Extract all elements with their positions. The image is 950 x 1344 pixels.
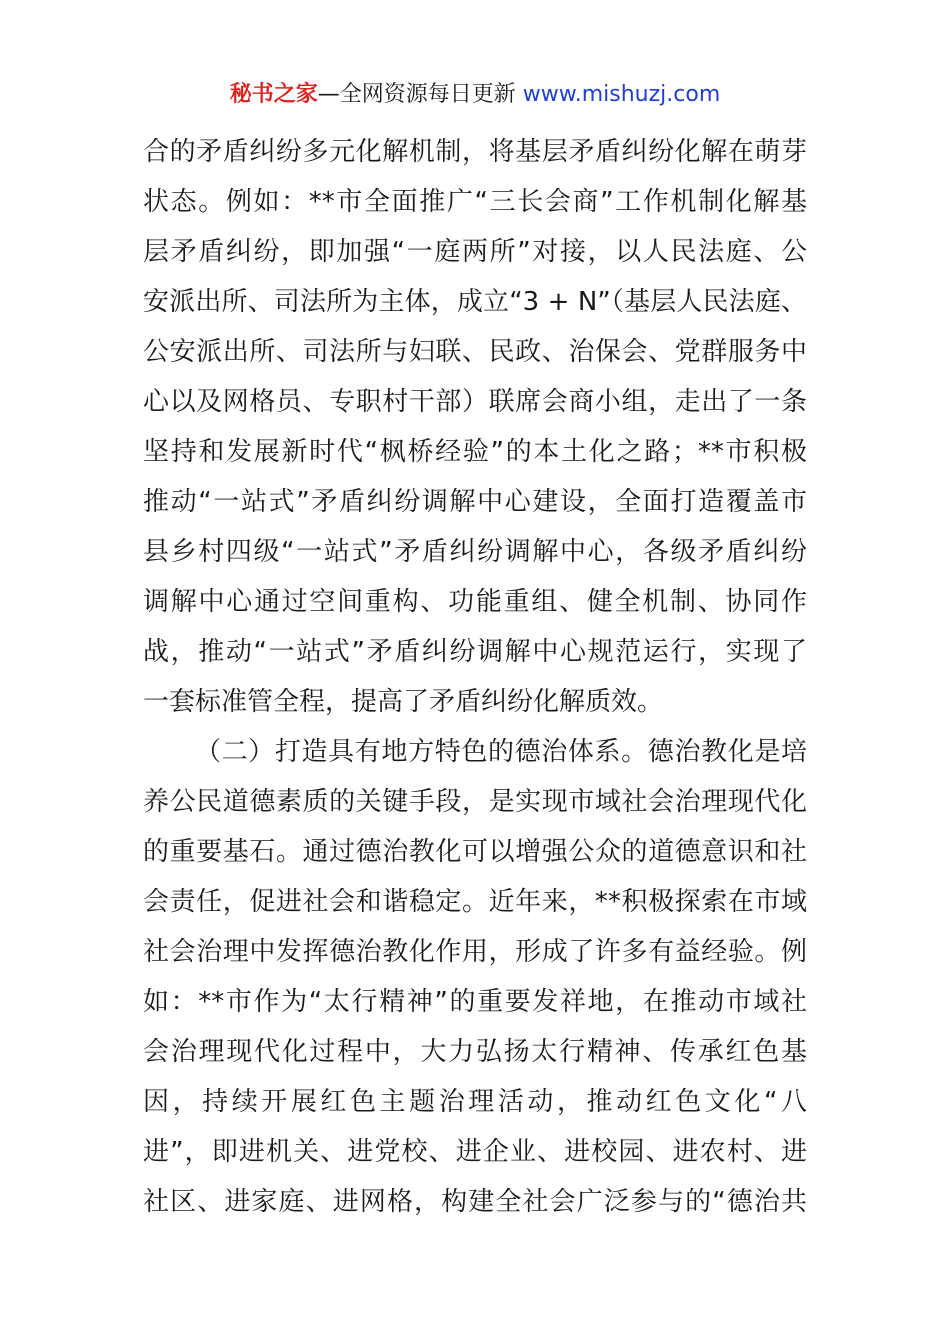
text-line: 会治理现代化过程中，大力弘扬太行精神、传承红色基 [143, 1037, 807, 1067]
text-line: 的重要基石。通过德治教化可以增强公众的道德意识和社 [143, 837, 807, 867]
site-url[interactable]: www.mishuzj.com [522, 82, 721, 107]
text-line: 会责任，促进社会和谐稳定。近年来，**积极探索在市域 [143, 887, 807, 917]
document-body [143, 127, 807, 1227]
text-line: 社区、进家庭、进网格，构建全社会广泛参与的“德治共 [143, 1187, 807, 1217]
page-header [0, 80, 950, 110]
text-line: 层矛盾纠纷，即加强“一庭两所”对接，以人民法庭、公 [143, 237, 807, 267]
text-line: 安派出所、司法所为主体，成立“3 + N”（基层人民法庭、 [143, 287, 807, 317]
site-brand: 秘书之家 [229, 82, 318, 107]
text-line: 坚持和发展新时代“枫桥经验”的本土化之路；**市积极 [143, 437, 807, 467]
text-line: 养公民道德素质的关键手段，是实现市域社会治理现代化 [143, 787, 807, 817]
text-line: 公安派出所、司法所与妇联、民政、治保会、党群服务中 [143, 337, 807, 367]
text-line: 县乡村四级“一站式”矛盾纠纷调解中心，各级矛盾纠纷 [143, 537, 807, 567]
text-line: 社会治理中发挥德治教化作用，形成了许多有益经验。例 [143, 937, 807, 967]
paragraph-end-line: 一套标准管全程，提高了矛盾纠纷化解质效。 [143, 687, 664, 717]
text-line: 合的矛盾纠纷多元化解机制，将基层矛盾纠纷化解在萌芽 [143, 137, 807, 167]
text-line: 战，推动“一站式”矛盾纠纷调解中心规范运行，实现了 [143, 637, 807, 667]
text-line: 如：**市作为“太行精神”的重要发祥地，在推动市域社 [143, 987, 807, 1017]
text-line: 心以及网格员、专职村干部）联席会商小组，走出了一条 [143, 387, 807, 417]
text-line: 进”，即进机关、进党校、进企业、进校园、进农村、进 [143, 1137, 807, 1167]
section-heading-line: （二）打造具有地方特色的德治体系。德治教化是培 [195, 737, 807, 767]
text-line: 调解中心通过空间重构、功能重组、健全机制、协同作 [143, 587, 807, 617]
text-line: 因，持续开展红色主题治理活动，推动红色文化“八 [143, 1087, 807, 1117]
site-tagline: —全网资源每日更新 [317, 82, 516, 107]
text-line: 推动“一站式”矛盾纠纷调解中心建设，全面打造覆盖市 [143, 487, 807, 517]
text-line: 状态。例如：**市全面推广“三长会商”工作机制化解基 [143, 187, 807, 217]
